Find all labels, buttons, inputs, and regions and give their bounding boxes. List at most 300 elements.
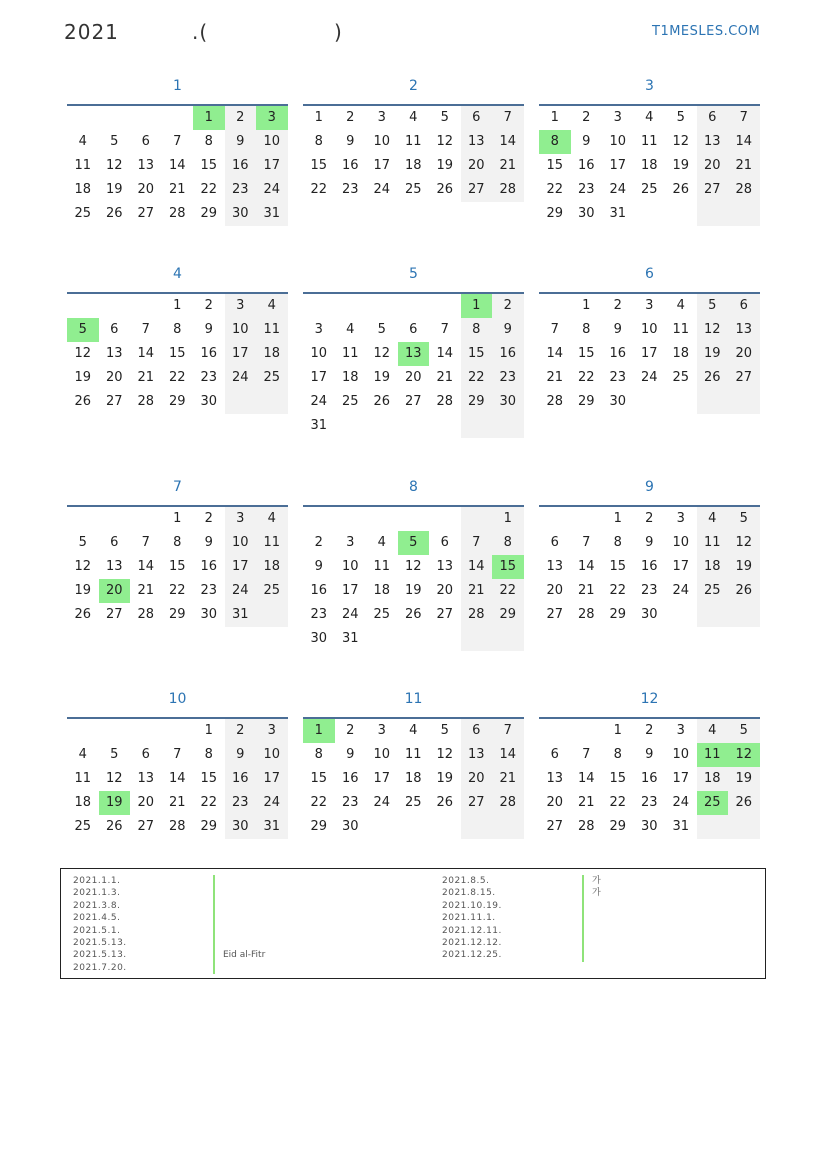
- day-cell: 3: [377, 110, 386, 125]
- month-6: [539, 258, 760, 414]
- week-row: [67, 767, 288, 791]
- day-cell: 22: [609, 583, 627, 598]
- empty-day-cell: [67, 106, 99, 130]
- day-cell: 23: [200, 370, 218, 385]
- day-cell: 23: [310, 607, 328, 622]
- day-cell: 25: [373, 607, 391, 622]
- day-cell: 16: [577, 158, 595, 173]
- legend-date: 2021.5.1.: [73, 925, 121, 936]
- legend-date: 2021.12.25.: [442, 950, 502, 961]
- week-row: [303, 342, 524, 366]
- week-row: [539, 791, 760, 815]
- day-cell: 2: [314, 535, 323, 550]
- day-cell: 9: [645, 535, 654, 550]
- holiday-day-cell: 1: [193, 106, 225, 130]
- day-cell: 22: [546, 182, 564, 197]
- day-cell: 29: [168, 394, 186, 409]
- day-cell: 30: [310, 631, 328, 646]
- legend-date: 2021.8.5.: [442, 876, 490, 886]
- day-cell: 27: [436, 607, 454, 622]
- day-cell: 19: [105, 182, 123, 197]
- day-cell: 16: [200, 346, 218, 361]
- day-cell: 23: [577, 182, 595, 197]
- day-cell: 7: [582, 535, 591, 550]
- day-cell: 8: [173, 322, 182, 337]
- day-cell: 11: [404, 134, 422, 149]
- legend-item: [73, 875, 265, 887]
- day-cell: 8: [582, 322, 591, 337]
- day-cell: 31: [672, 819, 690, 834]
- day-cell: 15: [609, 559, 627, 574]
- day-cell: 17: [310, 370, 328, 385]
- day-cell: 17: [672, 559, 690, 574]
- day-cell: 12: [74, 346, 92, 361]
- legend-column-left: [73, 875, 265, 974]
- legend-marker: [582, 887, 584, 899]
- empty-day-cell: [162, 719, 194, 743]
- month-7: [67, 471, 288, 627]
- legend-holiday-name: 가: [592, 888, 601, 899]
- day-cell: 15: [168, 346, 186, 361]
- day-cell: 13: [697, 130, 729, 154]
- legend-marker: [213, 937, 215, 949]
- day-cell: 2: [346, 723, 355, 738]
- day-cell: 8: [613, 535, 622, 550]
- day-cell: 27: [105, 607, 123, 622]
- day-cell: 10: [256, 743, 288, 767]
- empty-day-cell: [697, 603, 729, 627]
- day-cell: 15: [200, 771, 218, 786]
- empty-day-cell: [256, 603, 288, 627]
- day-cell: 9: [346, 134, 355, 149]
- week-row: [303, 603, 524, 627]
- day-cell: 28: [168, 206, 186, 221]
- day-cell: 20: [137, 182, 155, 197]
- day-cell: 21: [168, 182, 186, 197]
- day-cell: 30: [609, 394, 627, 409]
- day-cell: 12: [436, 747, 454, 762]
- holiday-legend: [60, 868, 766, 979]
- day-cell: 20: [105, 370, 123, 385]
- empty-day-cell: [99, 719, 131, 743]
- day-cell: 29: [310, 819, 328, 834]
- legend-date: 2021.3.8.: [73, 900, 121, 911]
- month-name: 1: [173, 78, 182, 94]
- day-cell: 6: [461, 106, 493, 130]
- month-10: [67, 683, 288, 839]
- day-cell: 24: [225, 579, 257, 603]
- day-cell: 18: [74, 795, 92, 810]
- holiday-day-cell: 11: [697, 743, 729, 767]
- legend-marker: [213, 949, 215, 961]
- week-row: [303, 130, 524, 154]
- holiday-day-cell: 1: [303, 719, 335, 743]
- day-cell: 31: [341, 631, 359, 646]
- day-cell: 18: [74, 182, 92, 197]
- day-cell: 23: [640, 795, 658, 810]
- day-cell: 11: [341, 346, 359, 361]
- day-cell: 26: [697, 366, 729, 390]
- day-cell: 28: [492, 791, 524, 815]
- week-row: [303, 719, 524, 743]
- month-2: [303, 70, 524, 202]
- legend-item: [442, 925, 601, 937]
- month-5: [303, 258, 524, 438]
- holiday-day-cell: 25: [697, 791, 729, 815]
- day-cell: 5: [110, 747, 119, 762]
- legend-item: [73, 900, 265, 912]
- day-cell: 18: [672, 346, 690, 361]
- day-cell: 8: [314, 747, 323, 762]
- week-row: [539, 366, 760, 390]
- day-cell: 28: [577, 819, 595, 834]
- week-row: [303, 767, 524, 791]
- legend-item: [442, 900, 601, 912]
- day-cell: 5: [728, 507, 760, 531]
- day-cell: 22: [168, 583, 186, 598]
- legend-marker: [213, 925, 215, 937]
- legend-item: [442, 875, 601, 887]
- day-cell: 10: [225, 318, 257, 342]
- day-cell: 4: [256, 294, 288, 318]
- day-cell: 30: [640, 819, 658, 834]
- week-row: [539, 390, 760, 414]
- week-row: [303, 366, 524, 390]
- day-cell: 5: [440, 723, 449, 738]
- day-cell: 31: [310, 418, 328, 433]
- day-cell: 3: [645, 298, 654, 313]
- day-cell: 4: [78, 747, 87, 762]
- holiday-day-cell: 15: [492, 555, 524, 579]
- day-cell: 24: [341, 607, 359, 622]
- day-cell: 30: [341, 819, 359, 834]
- week-row: [67, 555, 288, 579]
- empty-day-cell: [539, 507, 571, 531]
- day-cell: 15: [310, 158, 328, 173]
- day-cell: 30: [577, 206, 595, 221]
- month-name: 9: [645, 479, 654, 495]
- day-cell: 6: [550, 535, 559, 550]
- week-row: [303, 743, 524, 767]
- empty-day-cell: [728, 390, 760, 414]
- day-cell: 9: [492, 318, 524, 342]
- holiday-day-cell: 5: [398, 531, 430, 555]
- day-cell: 17: [373, 771, 391, 786]
- day-cell: 27: [105, 394, 123, 409]
- day-cell: 29: [200, 819, 218, 834]
- day-cell: 24: [640, 370, 658, 385]
- legend-item: [73, 925, 265, 937]
- day-cell: 23: [609, 370, 627, 385]
- month-days: [67, 292, 288, 414]
- brand-link[interactable]: T1MESLES.COM: [652, 24, 761, 39]
- day-cell: 11: [256, 318, 288, 342]
- week-row: [67, 743, 288, 767]
- day-cell: 5: [110, 134, 119, 149]
- day-cell: 16: [492, 342, 524, 366]
- day-cell: 4: [645, 110, 654, 125]
- day-cell: 28: [492, 178, 524, 202]
- legend-marker: [213, 875, 215, 887]
- month-name: 8: [409, 479, 418, 495]
- legend-marker: [582, 949, 584, 961]
- day-cell: 15: [310, 771, 328, 786]
- legend-date: 2021.5.13.: [73, 950, 127, 961]
- day-cell: 7: [582, 747, 591, 762]
- empty-day-cell: [303, 507, 335, 531]
- empty-day-cell: [665, 202, 697, 226]
- day-cell: 18: [404, 158, 422, 173]
- day-cell: 3: [613, 110, 622, 125]
- day-cell: 8: [461, 318, 493, 342]
- day-cell: 17: [225, 342, 257, 366]
- week-row: [303, 318, 524, 342]
- day-cell: 18: [341, 370, 359, 385]
- day-cell: 21: [436, 370, 454, 385]
- week-row: [539, 178, 760, 202]
- day-cell: 23: [200, 583, 218, 598]
- day-cell: 10: [310, 346, 328, 361]
- empty-day-cell: [130, 719, 162, 743]
- day-cell: 21: [168, 795, 186, 810]
- empty-day-cell: [634, 202, 666, 226]
- day-cell: 19: [436, 158, 454, 173]
- legend-marker: [213, 900, 215, 912]
- day-cell: 6: [141, 747, 150, 762]
- month-days: [539, 104, 760, 226]
- day-cell: 17: [609, 158, 627, 173]
- holiday-day-cell: 3: [256, 106, 288, 130]
- day-cell: 10: [640, 322, 658, 337]
- empty-day-cell: [728, 202, 760, 226]
- day-cell: 9: [613, 322, 622, 337]
- month-name: 5: [409, 266, 418, 282]
- day-cell: 24: [310, 394, 328, 409]
- week-row: [539, 318, 760, 342]
- holiday-day-cell: 8: [539, 130, 571, 154]
- day-cell: 7: [141, 535, 150, 550]
- month-8: [303, 471, 524, 651]
- week-row: [67, 202, 288, 226]
- day-cell: 18: [697, 767, 729, 791]
- day-cell: 22: [168, 370, 186, 385]
- day-cell: 31: [256, 202, 288, 226]
- week-row: [303, 579, 524, 603]
- day-cell: 14: [137, 346, 155, 361]
- week-row: [67, 791, 288, 815]
- day-cell: 13: [461, 130, 493, 154]
- month-days: [539, 292, 760, 414]
- day-cell: 7: [550, 322, 559, 337]
- day-cell: 3: [314, 322, 323, 337]
- day-cell: 24: [672, 583, 690, 598]
- day-cell: 11: [640, 134, 658, 149]
- day-cell: 18: [404, 771, 422, 786]
- day-cell: 25: [697, 579, 729, 603]
- day-cell: 17: [225, 555, 257, 579]
- day-cell: 20: [404, 370, 422, 385]
- day-cell: 10: [341, 559, 359, 574]
- day-cell: 14: [577, 559, 595, 574]
- day-cell: 2: [225, 106, 257, 130]
- day-cell: 29: [168, 607, 186, 622]
- month-11: [303, 683, 524, 839]
- month-name: 3: [645, 78, 654, 94]
- day-cell: 25: [74, 819, 92, 834]
- day-cell: 2: [346, 110, 355, 125]
- week-row: [539, 106, 760, 130]
- day-cell: 8: [204, 747, 213, 762]
- month-12: [539, 683, 760, 839]
- day-cell: 26: [728, 579, 760, 603]
- empty-day-cell: [366, 294, 398, 318]
- day-cell: 30: [225, 202, 257, 226]
- day-cell: 30: [200, 607, 218, 622]
- legend-item: [73, 887, 265, 899]
- month-days: [303, 104, 524, 202]
- day-cell: 29: [461, 390, 493, 414]
- day-cell: 1: [173, 298, 182, 313]
- day-cell: 9: [314, 559, 323, 574]
- day-cell: 27: [461, 791, 493, 815]
- day-cell: 7: [173, 747, 182, 762]
- day-cell: 9: [204, 535, 213, 550]
- day-cell: 21: [546, 370, 564, 385]
- legend-item: [73, 962, 265, 974]
- day-cell: 28: [461, 603, 493, 627]
- month-1: [67, 70, 288, 226]
- day-cell: 22: [200, 182, 218, 197]
- legend-column-right: [442, 875, 601, 962]
- day-cell: 15: [461, 342, 493, 366]
- day-cell: 16: [640, 559, 658, 574]
- week-row: [67, 390, 288, 414]
- week-row: [67, 106, 288, 130]
- day-cell: 19: [728, 767, 760, 791]
- legend-marker: [582, 875, 584, 887]
- day-cell: 3: [377, 723, 386, 738]
- empty-day-cell: [492, 815, 524, 839]
- day-cell: 11: [256, 531, 288, 555]
- empty-day-cell: [429, 414, 461, 438]
- day-cell: 6: [409, 322, 418, 337]
- week-row: [67, 366, 288, 390]
- legend-item: [73, 937, 265, 949]
- day-cell: 8: [204, 134, 213, 149]
- week-row: [539, 154, 760, 178]
- week-row: [67, 719, 288, 743]
- empty-day-cell: [728, 815, 760, 839]
- empty-day-cell: [539, 719, 571, 743]
- day-cell: 25: [341, 394, 359, 409]
- day-cell: 29: [609, 607, 627, 622]
- day-cell: 21: [577, 795, 595, 810]
- empty-day-cell: [398, 414, 430, 438]
- empty-day-cell: [335, 294, 367, 318]
- day-cell: 22: [461, 366, 493, 390]
- month-days: [67, 505, 288, 627]
- week-row: [303, 507, 524, 531]
- empty-day-cell: [366, 627, 398, 651]
- day-cell: 16: [640, 771, 658, 786]
- day-cell: 9: [346, 747, 355, 762]
- day-cell: 10: [373, 747, 391, 762]
- day-cell: 19: [373, 370, 391, 385]
- day-cell: 18: [256, 342, 288, 366]
- day-cell: 24: [672, 795, 690, 810]
- month-name: 7: [173, 479, 182, 495]
- day-cell: 7: [173, 134, 182, 149]
- day-cell: 19: [436, 771, 454, 786]
- day-cell: 14: [492, 130, 524, 154]
- empty-day-cell: [99, 106, 131, 130]
- day-cell: 21: [728, 154, 760, 178]
- year-label: 2021: [64, 20, 119, 44]
- legend-item: [73, 912, 265, 924]
- week-row: [303, 555, 524, 579]
- week-row: [303, 531, 524, 555]
- empty-day-cell: [130, 507, 162, 531]
- day-cell: 26: [105, 206, 123, 221]
- day-cell: 21: [492, 154, 524, 178]
- legend-marker: [582, 912, 584, 924]
- day-cell: 10: [256, 130, 288, 154]
- week-row: [67, 178, 288, 202]
- day-cell: 8: [613, 747, 622, 762]
- week-row: [303, 106, 524, 130]
- empty-day-cell: [130, 294, 162, 318]
- day-cell: 31: [225, 603, 257, 627]
- legend-holiday-name: 가: [592, 876, 601, 886]
- day-cell: 11: [373, 559, 391, 574]
- day-cell: 16: [341, 771, 359, 786]
- day-cell: 3: [256, 719, 288, 743]
- week-row: [303, 815, 524, 839]
- day-cell: 25: [640, 182, 658, 197]
- day-cell: 5: [440, 110, 449, 125]
- day-cell: 2: [582, 110, 591, 125]
- day-cell: 12: [105, 771, 123, 786]
- day-cell: 10: [225, 531, 257, 555]
- week-row: [303, 178, 524, 202]
- day-cell: 23: [492, 366, 524, 390]
- week-row: [539, 579, 760, 603]
- day-cell: 15: [200, 158, 218, 173]
- month-days: [303, 292, 524, 438]
- week-row: [67, 507, 288, 531]
- day-cell: 14: [137, 559, 155, 574]
- day-cell: 3: [225, 294, 257, 318]
- day-cell: 26: [404, 607, 422, 622]
- day-cell: 23: [225, 791, 257, 815]
- day-cell: 25: [256, 579, 288, 603]
- empty-day-cell: [665, 390, 697, 414]
- day-cell: 30: [200, 394, 218, 409]
- day-cell: 20: [728, 342, 760, 366]
- day-cell: 29: [492, 603, 524, 627]
- day-cell: 24: [225, 366, 257, 390]
- day-cell: 2: [225, 719, 257, 743]
- week-row: [303, 791, 524, 815]
- week-row: [539, 743, 760, 767]
- day-cell: 28: [577, 607, 595, 622]
- day-cell: 11: [672, 322, 690, 337]
- day-cell: 4: [256, 507, 288, 531]
- day-cell: 5: [728, 719, 760, 743]
- month-days: [67, 717, 288, 839]
- day-cell: 4: [697, 719, 729, 743]
- empty-day-cell: [571, 507, 603, 531]
